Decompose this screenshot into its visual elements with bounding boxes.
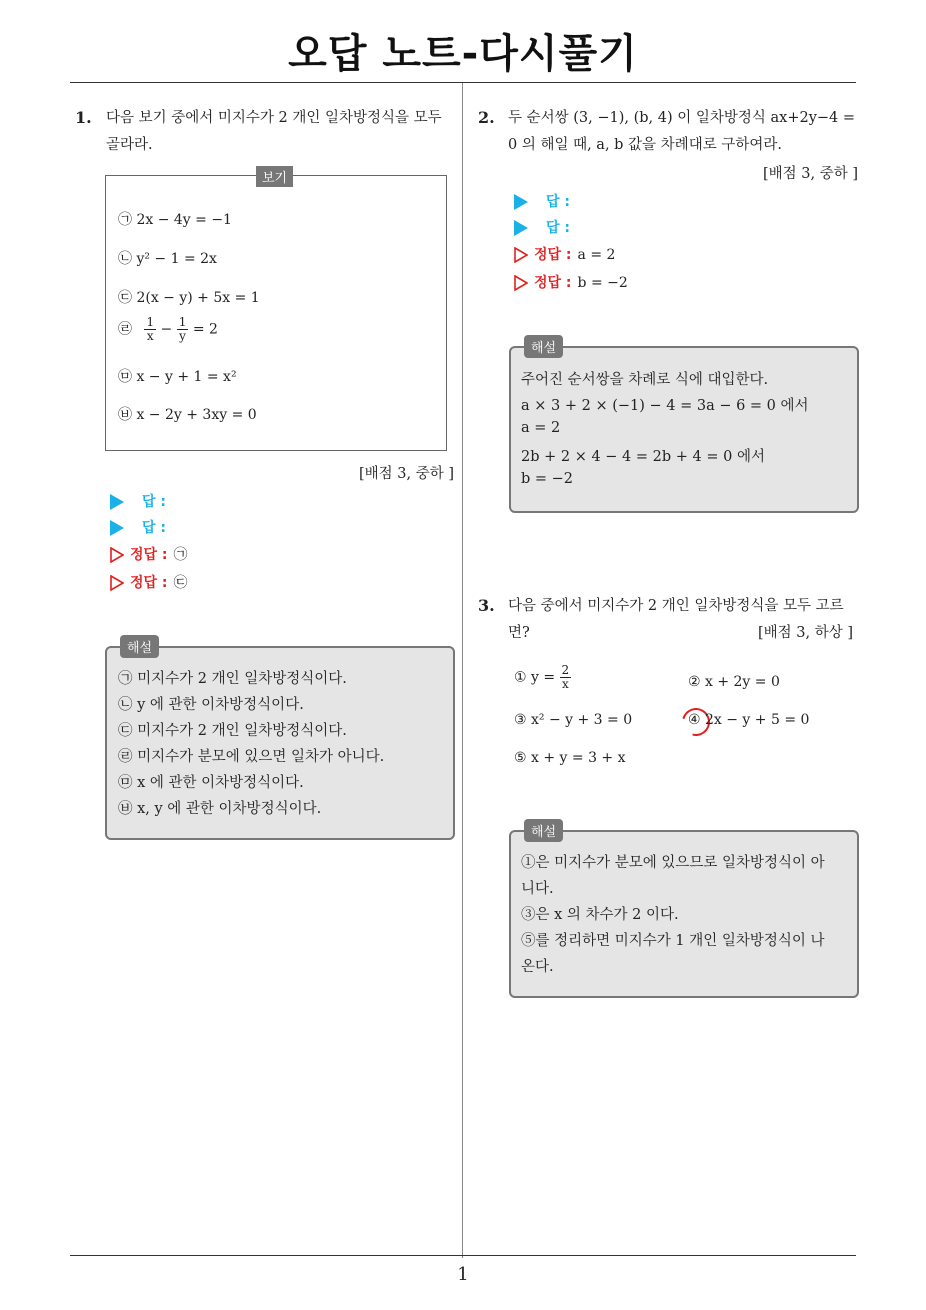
q1-frac-2-num: 1 — [178, 315, 187, 329]
q1-correct-1 — [110, 544, 188, 564]
q1-correct-1-label: 정답 : — [130, 547, 168, 563]
column-divider — [462, 83, 463, 1258]
q2-number: 2. — [478, 108, 495, 127]
q3-option-1-prefix: ① y = — [514, 669, 556, 686]
q1-sol-line-1: ㉠ 미지수가 2 개인 일차방정식이다. — [118, 671, 347, 687]
q1-minus: − — [160, 321, 173, 338]
q1-score: [배점 3, 중하 ] — [358, 466, 454, 482]
q3-sol-line-2: 니다. — [521, 881, 554, 897]
q1-sol-line-4: ㉣ 미지수가 분모에 있으면 일차가 아니다. — [118, 749, 385, 765]
q1-bogi-item-3: ㉢ 2(x − y) + 5x = 1 — [118, 290, 260, 306]
q3-option-3[interactable]: ③ x² − y + 3 = 0 — [514, 712, 633, 728]
q1-bogi-item-2: ㉡ y² − 1 = 2x — [118, 251, 217, 267]
q2-correct-1 — [514, 244, 615, 264]
q1-frac-2-den: y — [179, 329, 186, 343]
q2-answer-1-label: 답 : — [546, 194, 570, 210]
q1-answer-1[interactable] — [110, 491, 166, 511]
triangle-outline-icon — [110, 575, 124, 591]
q1-text — [106, 105, 458, 159]
q1-frac-1-num: 1 — [146, 315, 155, 329]
q3-option-2[interactable]: ② x + 2y = 0 — [688, 674, 780, 690]
q3-option-1-frac — [560, 664, 572, 691]
q1-frac-1 — [144, 316, 156, 343]
q3-sol-line-4: ⑤를 정리하면 미지수가 1 개인 일차방정식이 나 — [521, 933, 825, 949]
q1-solution-label: 해설 — [120, 635, 159, 658]
q3-score: [배점 3, 하상 ] — [757, 625, 853, 641]
play-icon — [514, 194, 528, 210]
play-icon — [110, 520, 124, 536]
q3-number: 3. — [478, 596, 495, 615]
q2-sol-line-2: a × 3 + 2 × (−1) − 4 = 3a − 6 = 0 에서 — [521, 398, 809, 414]
q3-sol-line-3: ③은 x 의 차수가 2 이다. — [521, 907, 679, 923]
page-number: 1 — [457, 1264, 469, 1285]
q2-correct-2-label: 정답 : — [534, 275, 572, 291]
q1-sol-line-6: ㉥ x, y 에 관한 이차방정식이다. — [118, 801, 322, 817]
triangle-outline-icon — [514, 275, 528, 291]
q1-line2: 골라라. — [106, 137, 153, 153]
q2-sol-line-3: a = 2 — [521, 420, 561, 436]
q1-correct-1-value: ㉠ — [173, 547, 188, 563]
q2-line1: 두 순서쌍 (3, −1), (b, 4) 이 일차방정식 ax+2y−4 = — [508, 110, 856, 126]
q2-correct-1-value: a = 2 — [577, 247, 616, 263]
q3-solution-label: 해설 — [524, 819, 563, 842]
q2-line2: 0 의 해일 때, a, b 값을 차례대로 구하여라. — [508, 137, 782, 153]
q1-equals: = 2 — [192, 321, 218, 338]
q2-sol-line-5: b = −2 — [521, 471, 574, 487]
q1-correct-2 — [110, 572, 188, 592]
q1-sol-line-2: ㉡ y 에 관한 이차방정식이다. — [118, 697, 304, 713]
q3-sol-line-5: 온다. — [521, 959, 554, 975]
triangle-outline-icon — [110, 547, 124, 563]
play-icon — [110, 494, 124, 510]
q2-answer-2[interactable] — [514, 217, 570, 237]
q3-option-1-den: x — [561, 677, 569, 691]
top-divider — [70, 82, 856, 83]
page-title: 오답 노트-다시풀기 — [288, 31, 638, 77]
q1-correct-2-label: 정답 : — [130, 575, 168, 591]
q1-bogi-label: 보기 — [256, 166, 293, 187]
q1-frac-1-den: x — [146, 329, 154, 343]
q2-sol-line-4: 2b + 2 × 4 − 4 = 2b + 4 = 0 에서 — [521, 449, 765, 465]
q1-bogi-item-1: ㉠ 2x − 4y = −1 — [118, 212, 232, 228]
q1-bogi-item-4-marker: ㉣ — [118, 321, 132, 338]
q1-bogi-item-5: ㉤ x − y + 1 = x² — [118, 369, 237, 385]
q2-solution-label: 해설 — [524, 335, 563, 358]
q2-sol-line-1: 주어진 순서쌍을 차례로 식에 대입한다. — [521, 372, 769, 388]
q1-answer-2[interactable] — [110, 517, 166, 537]
q2-score: [배점 3, 중하 ] — [762, 166, 858, 182]
q1-sol-line-5: ㉤ x 에 관한 이차방정식이다. — [118, 775, 304, 791]
q3-line1: 다음 중에서 미지수가 2 개인 일차방정식을 모두 고르 — [508, 598, 844, 614]
q1-bogi-item-4 — [118, 316, 218, 343]
q2-correct-1-label: 정답 : — [534, 247, 572, 263]
q2-answer-1[interactable] — [514, 191, 570, 211]
q2-text — [508, 105, 860, 159]
q2-correct-2-value: b = −2 — [577, 275, 628, 291]
q2-correct-2 — [514, 272, 628, 292]
q1-line1: 다음 보기 중에서 미지수가 2 개인 일차방정식을 모두 — [106, 110, 442, 126]
q1-correct-2-value: ㉢ — [173, 575, 188, 591]
q1-number: 1. — [75, 108, 92, 127]
q1-answer-2-label: 답 : — [142, 520, 166, 536]
triangle-outline-icon — [514, 247, 528, 263]
q3-line2: 면? — [508, 625, 530, 641]
q1-frac-2 — [177, 316, 189, 343]
q2-answer-2-label: 답 : — [546, 220, 570, 236]
q3-option-4[interactable]: ④ 2x − y + 5 = 0 — [688, 712, 810, 728]
q3-option-1[interactable] — [514, 664, 571, 691]
bottom-divider — [70, 1255, 856, 1256]
q3-option-1-num: 2 — [561, 663, 570, 677]
q1-answer-1-label: 답 : — [142, 494, 166, 510]
q1-bogi-item-6: ㉥ x − 2y + 3xy = 0 — [118, 407, 257, 423]
play-icon — [514, 220, 528, 236]
q3-sol-line-1: ①은 미지수가 분모에 있으므로 일차방정식이 아 — [521, 855, 825, 871]
q1-sol-line-3: ㉢ 미지수가 2 개인 일차방정식이다. — [118, 723, 347, 739]
q3-option-5[interactable]: ⑤ x + y = 3 + x — [514, 750, 626, 766]
